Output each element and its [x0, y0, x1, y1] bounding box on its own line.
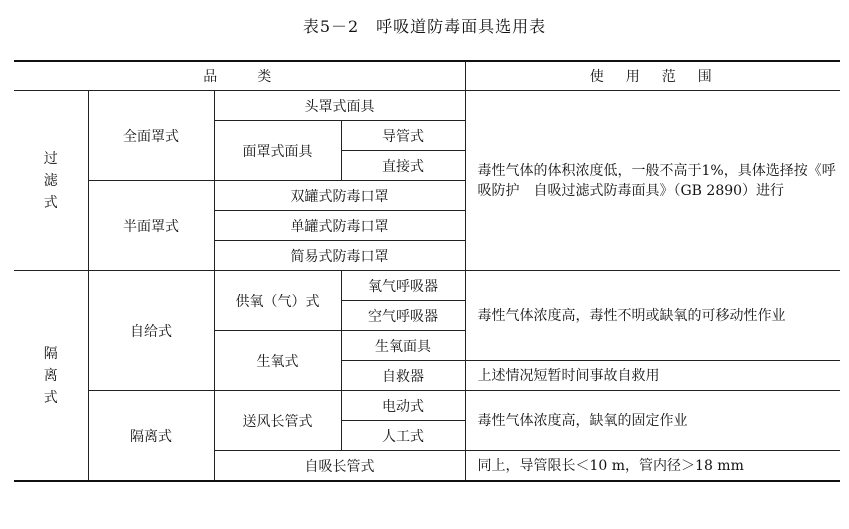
- header-category: 品 类: [14, 61, 465, 91]
- group-filter: 过 滤 式: [14, 91, 88, 271]
- air-hose: 送风长管式: [214, 391, 341, 451]
- self-supply-label: 自给式: [88, 271, 214, 391]
- self-rescuer-scope: 上述情况短暂时间事故自救用: [465, 361, 840, 391]
- oxygen-supply: 供氧（气）式: [214, 271, 341, 331]
- self-supply-scope: 毒性气体浓度高，毒性不明或缺氧的可移动性作业: [465, 271, 840, 361]
- electric-type: 电动式: [341, 391, 465, 421]
- self-rescuer: 自救器: [341, 361, 465, 391]
- group-isolation: 隔 离 式: [14, 271, 88, 482]
- filter-scope: 毒性气体的体积浓度低，一般不高于1%，具体选择按《呼吸防护 自吸过滤式防毒面具》（GB 2890）进行: [465, 91, 840, 271]
- table-row: [14, 391, 840, 421]
- respirator-selection-table: [14, 60, 840, 482]
- manual-type: 人工式: [341, 421, 465, 451]
- single-can-mask: 单罐式防毒口罩: [214, 211, 465, 241]
- direct-type: 直接式: [341, 151, 465, 181]
- half-mask-label: 半面罩式: [88, 181, 214, 271]
- oxygen-mask: 生氧面具: [341, 331, 465, 361]
- table-title: 表5－2 呼吸道防毒面具选用表: [302, 17, 547, 36]
- table-row: [14, 91, 840, 121]
- oxygen-breather: 氧气呼吸器: [341, 271, 465, 301]
- table-row: [14, 271, 840, 301]
- simple-mask: 简易式防毒口罩: [214, 241, 465, 271]
- conduit-type: 导管式: [341, 121, 465, 151]
- head-mask: 头罩式面具: [214, 91, 465, 121]
- double-can-mask: 双罐式防毒口罩: [214, 181, 465, 211]
- air-hose-scope: 毒性气体浓度高，缺氧的固定作业: [465, 391, 840, 451]
- table-header-row: [14, 61, 840, 91]
- isolated-label: 隔离式: [88, 391, 214, 482]
- full-mask-label: 全面罩式: [88, 91, 214, 181]
- oxygen-generating: 生氧式: [214, 331, 341, 391]
- self-suction-scope: 同上，导管限长＜10 m，管内径＞18 mm: [465, 451, 840, 482]
- face-mask: 面罩式面具: [214, 121, 341, 181]
- self-suction-hose: 自吸长管式: [214, 451, 465, 482]
- air-breather: 空气呼吸器: [341, 301, 465, 331]
- header-scope: 使 用 范 围: [465, 61, 840, 91]
